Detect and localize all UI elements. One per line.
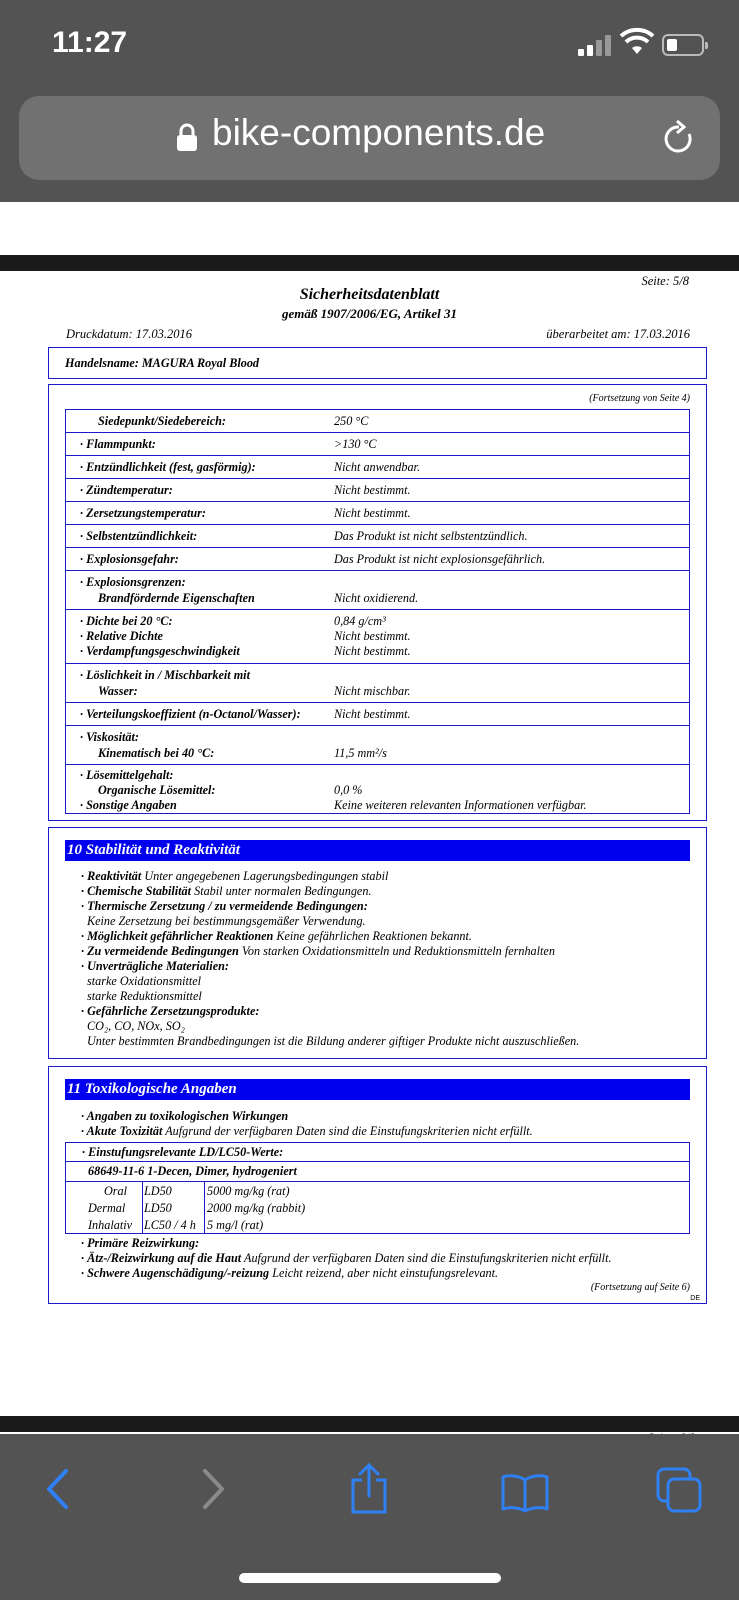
prop-label: · Flammpunkt:: [80, 437, 156, 451]
battery-icon: [662, 34, 704, 56]
prop-label: · Dichte bei 20 °C:: [80, 614, 173, 628]
revised-date: überarbeitet am: 17.03.2016: [546, 327, 690, 341]
prop-value: Keine weiteren relevanten Informationen verfügbar.: [334, 798, 587, 812]
prop-value: Nicht bestimmt.: [334, 506, 411, 520]
prop-value: Nicht oxidierend.: [334, 591, 419, 605]
tox-route: Inhalativ: [88, 1218, 133, 1232]
forward-icon[interactable]: [201, 1468, 227, 1510]
prop-value: 0,0 %: [334, 783, 363, 797]
prop-value: Nicht bestimmt.: [334, 707, 411, 721]
prop-value: Nicht mischbar.: [334, 684, 411, 698]
browser-top-chrome: [0, 0, 739, 202]
page-number: Seite: 5/8: [641, 274, 689, 288]
bookmarks-icon[interactable]: [500, 1472, 550, 1512]
section-11-heading: 11 Toxikologische Angaben: [65, 1079, 690, 1100]
section-10-box: 10 Stabilität und Reaktivität · Reaktivität Unter angegebenen Lagerungsbedingungen stabil · Chemische Stabilität Stabil unter normalen Bedingungen. · Thermische Zersetzung / zu vermeidende Bedingungen: Keine Zersetzung bei bestimmungsgemäßer Verwendung. · Möglichkeit gefährlicher Reaktionen Keine gefährlichen Reaktionen bekannt. · Zu vermeidende Bedingungen Von starken Oxidationsmitteln und Reduktionsmitteln fernhalten · Unverträgliche Materialien: starke Oxidationsmittel starke Reduktionsmittel · Gefährliche Zersetzungsprodukte: CO₂, CO, NOx, SO₂ Unter bestimmten Brandbedingungen ist die Bildung anderer giftiger Produkte nicht auszuschließen.: [48, 827, 707, 1059]
prop-label: Brandfördernde Eigenschaften: [98, 591, 255, 605]
prop-value: Nicht anwendbar.: [334, 460, 420, 474]
trade-name-box: [48, 347, 707, 379]
prop-value: Nicht bestimmt.: [334, 644, 411, 658]
substance: 68649-11-6 1-Decen, Dimer, hydrogeniert: [88, 1164, 297, 1178]
print-date: Druckdatum: 17.03.2016: [66, 327, 193, 341]
prop-label: · Explosionsgefahr:: [80, 552, 179, 566]
prop-value: 11,5 mm²/s: [334, 746, 387, 760]
home-indicator[interactable]: [239, 1573, 501, 1583]
url-text[interactable]: bike-components.de: [212, 112, 546, 153]
prop-label: Organische Lösemittel:: [98, 783, 216, 797]
prop-label: · Selbstentzündlichkeit:: [80, 529, 198, 543]
prop-label: · Lösemittelgehalt:: [80, 768, 174, 782]
page-separator: [0, 255, 739, 271]
section-11-box: 11 Toxikologische Angaben · Angaben zu toxikologischen Wirkungen · Akute Toxizität Aufgrund der verfügbaren Daten sind die Einstufungskriterien nicht erfüllt. · Einstufungsrelevante LD/LC50-Werte: 68649-11-6 1-Decen, Dimer, hydrogeniert Oral LD50 5000 mg/kg (rat) Dermal LD50 2000 mg/kg (rabbit) Inhalativ LC50 / 4 h 5 mg/l (rat) · Primäre Reizwirkung: · Ätz-/Reizwirkung auf die Haut Aufgrund der verfügbaren Daten sind die Einstufungskriterien nicht erfüllt. · Schwere Augenschädigung/-reizung Leicht reizend, aber nicht einstufungsrelevant. (Fortsetzung auf Seite 6) DE: [48, 1066, 707, 1304]
doc-subtitle: gemäß 1907/2006/EG, Artikel 31: [281, 306, 458, 321]
prop-label: · Zündtemperatur:: [80, 483, 173, 497]
prop-label: · Verdampfungsgeschwindigkeit: [80, 644, 240, 658]
prop-value: Das Produkt ist nicht explosionsgefährlich.: [334, 552, 546, 566]
back-icon[interactable]: [44, 1468, 70, 1510]
prop-label: · Löslichkeit in / Mischbarkeit mit: [80, 668, 250, 682]
prop-label: · Verteilungskoeffizient (n-Octanol/Wasser):: [80, 707, 301, 721]
prop-label: Siedepunkt/Siedebereich:: [98, 414, 226, 428]
reload-icon[interactable]: [662, 120, 696, 156]
prop-label: · Relative Dichte: [80, 629, 163, 643]
page-viewport[interactable]: [0, 202, 739, 1434]
tox-value: 5 mg/l (rat): [207, 1218, 264, 1232]
tox-value: 5000 mg/kg (rat): [207, 1184, 290, 1198]
trade-name: Handelsname: MAGURA Royal Blood: [65, 356, 260, 370]
lock-icon: [176, 122, 198, 152]
status-time: 11:27: [52, 26, 128, 59]
cellular-signal-icon: [578, 34, 614, 56]
prop-label: · Viskosität:: [80, 730, 139, 744]
doc-title: Sicherheitsdatenblatt: [299, 286, 440, 303]
lang-code: DE: [690, 1295, 700, 1302]
prop-value: 250 °C: [334, 414, 369, 428]
prop-value: 0,84 g/cm³: [334, 614, 386, 628]
ld-header: · Einstufungsrelevante LD/LC50-Werte:: [82, 1145, 284, 1159]
prop-label: · Sonstige Angaben: [80, 798, 177, 812]
continued-from: (Fortsetzung von Seite 4): [589, 393, 690, 404]
tox-type: LC50 / 4 h: [144, 1218, 196, 1232]
prop-label: · Entzündlichkeit (fest, gasförmig):: [80, 460, 256, 474]
tox-value: 2000 mg/kg (rabbit): [207, 1201, 306, 1215]
tox-type: LD50: [144, 1201, 172, 1215]
wifi-icon: [620, 30, 654, 56]
prop-value: >130 °C: [334, 437, 377, 451]
prop-value: Nicht bestimmt.: [334, 483, 411, 497]
prop-label: Wasser:: [98, 684, 138, 698]
properties-box: [48, 384, 707, 821]
section-10-heading: 10 Stabilität und Reaktivität: [65, 840, 690, 861]
page-separator: [0, 1416, 739, 1432]
prop-label: · Zersetzungstemperatur:: [80, 506, 206, 520]
prop-value: Das Produkt ist nicht selbstentzündlich.: [334, 529, 528, 543]
tox-route: Oral: [104, 1184, 128, 1198]
tabs-icon[interactable]: [655, 1466, 703, 1514]
pdf-page: [0, 274, 739, 1416]
prop-label: · Explosionsgrenzen:: [80, 575, 186, 589]
tox-table: [65, 1142, 690, 1234]
share-icon[interactable]: [349, 1462, 389, 1516]
continued-on: (Fortsetzung auf Seite 6): [590, 1282, 690, 1293]
tox-route: Dermal: [88, 1201, 126, 1215]
tox-type: LD50: [144, 1184, 172, 1198]
prop-label: Kinematisch bei 40 °C:: [98, 746, 215, 760]
prop-value: Nicht bestimmt.: [334, 629, 411, 643]
properties-table: [65, 409, 690, 814]
